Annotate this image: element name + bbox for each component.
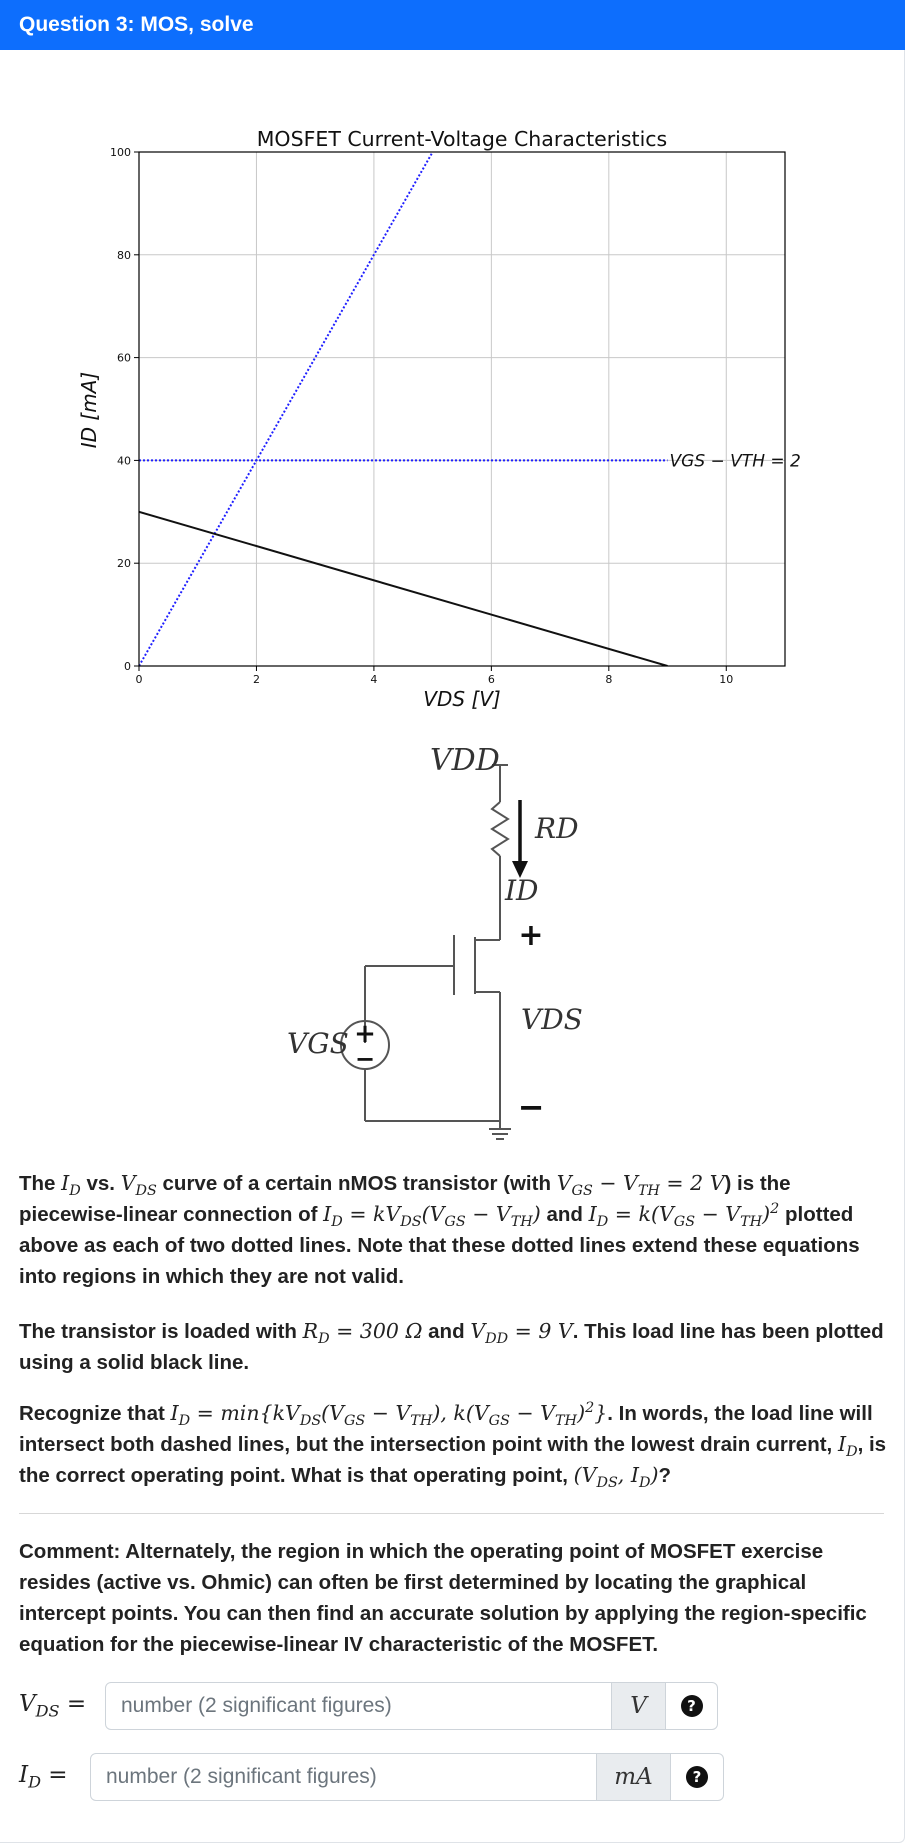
help-icon: ?: [686, 1766, 708, 1788]
y-tick-label: 100: [110, 146, 131, 159]
source-plus-sign: +: [354, 1019, 376, 1049]
x-tick-label: 6: [487, 673, 495, 686]
question-title: Question 3: MOS, solve: [19, 13, 254, 36]
answer-row-id: [0, 1753, 906, 1801]
chart-series: [139, 152, 668, 666]
help-icon: ?: [681, 1695, 703, 1717]
x-axis-label: VDS [V]: [423, 687, 501, 711]
chart-grid: [139, 152, 785, 666]
circuit-diagram: [0, 740, 906, 1150]
vds-minus-sign: −: [517, 1088, 545, 1126]
series-ohmic: [139, 152, 433, 666]
rd-label: RD: [535, 812, 579, 845]
iv-chart: [0, 110, 906, 720]
comment-paragraph: Comment: Alternately, the region in which the operating point of MOSFET exercise resides (active vs. Ohmic) can often be first determined by locating the graphical intercept points. You can then find an accurate solution by applying the region-specific equation for the piecewise-linear IV characteristic of the MOSFET.: [19, 1540, 867, 1656]
paragraph-load-line: The transistor is loaded with $R_D = 300$ Ω and $V_{DD} = 9$ V. This load line has been plotted using a solid black line.: [19, 1319, 884, 1374]
y-axis-label: ID [mA]: [77, 371, 101, 449]
question-header: [0, 0, 905, 50]
current-arrow: [512, 800, 528, 878]
id-unit: mA: [597, 1753, 671, 1801]
x-tick-label: 2: [252, 673, 260, 686]
vds-help-button[interactable]: [666, 1682, 718, 1730]
vds-label: VDS: [521, 1003, 583, 1036]
id-answer-label: $I_D$ =: [19, 1762, 68, 1792]
plot-frame: [139, 152, 785, 666]
x-tick-label: 8: [605, 673, 613, 686]
divider: [19, 1513, 884, 1514]
vgs-label: VGS: [287, 1027, 349, 1060]
y-tick-label: 0: [124, 660, 131, 673]
vds-plus-sign: +: [518, 918, 544, 953]
id-input[interactable]: [90, 1753, 597, 1801]
paragraph-curve-description: The $I_D$ vs. $V_{DS}$ curve of a certain nMOS transistor (with $V_{GS} - V_{TH} = 2$ V) is the piecewise-linear connection of $I_D = kV_{DS}(V_{GS} - V_{TH})$ and $I_D = k(V_{GS} - V_{TH})^2$ plotted above as each of two dotted lines. Note that these dotted lines extend these equations into regions in which they are not valid.: [19, 1171, 860, 1288]
x-tick-label: 0: [135, 673, 143, 686]
x-tick-label: 10: [719, 673, 734, 686]
vds-input[interactable]: [105, 1682, 612, 1730]
x-tick-label: 4: [370, 673, 378, 686]
id-help-button[interactable]: [671, 1753, 724, 1801]
vds-unit: V: [612, 1682, 666, 1730]
chart-ticks: [110, 146, 733, 686]
series-load-line: [139, 512, 668, 666]
y-tick-label: 80: [117, 248, 131, 262]
y-tick-label: 40: [117, 454, 131, 468]
drain-resistor: [492, 802, 508, 856]
source-minus-sign: −: [354, 1045, 376, 1073]
answer-row-vds: [0, 1682, 906, 1730]
y-tick-label: 60: [117, 351, 131, 365]
chart-title: MOSFET Current-Voltage Characteristics: [256, 127, 668, 151]
vdd-label-main: VDD: [430, 743, 500, 778]
vds-answer-label: $V_{DS}$ =: [19, 1691, 87, 1721]
paragraph-operating-point: Recognize that $I_D = \min\{kV_{DS}(V_{GS} - V_{TH})$, $k(V_{GS} - V_{TH})^2$}. In words, the load line will intersect both dashed lines, but the intersection point with the lowest drain current, $I_D$, is the correct operating point. What is that operating point, ($V_{DS}$, $I_D$)?: [19, 1400, 887, 1492]
id-label: ID: [505, 874, 539, 907]
chart-annotation: VGS − VTH = 2: [669, 451, 801, 472]
y-tick-label: 20: [117, 557, 131, 571]
